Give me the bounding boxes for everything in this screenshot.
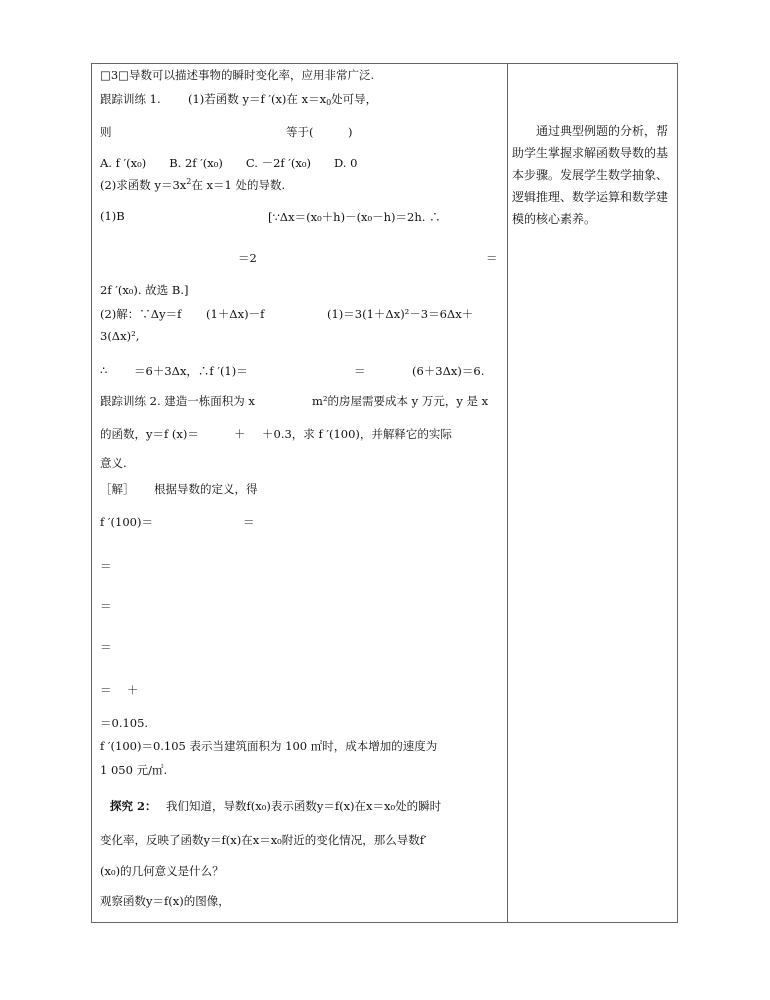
text: 则 [100,125,112,139]
options-line: A. f ′(x₀) B. 2f ′(x₀) C. －2f ′(x₀) D. 0 [100,156,358,170]
text: 1 050 元/㎡. [100,763,168,777]
text: ＝ [243,515,255,529]
text: ＝ [486,251,498,265]
text: 意义. [100,456,127,470]
teaching-note: 通过典型例题的分析，帮助学生掌握求解函数导数的基本步骤。发展学生数学抽象、逻辑推理、数学运算和数学建模的核心素养。 [512,124,669,226]
text: (x₀)的几何意义是什么？ [100,864,224,878]
text: ［解］ [100,482,135,496]
text: 2f ′(x₀). 故选 B.] [100,283,189,297]
text: ＝ [100,683,112,697]
text: (2)解：∵Δy＝f [100,307,182,321]
text: ＝ [100,559,112,573]
text: ＝ [100,640,112,654]
text: (1)＝3(1＋Δx)²－3＝6Δx＋ [327,307,474,321]
text: (1)若函数 y＝f ′(x)在 $x=x_0$处可导， [188,92,378,107]
main-content-column [100,63,500,923]
text: ＝ [354,364,366,378]
text: 变化率，反映了函数y＝f(x)在x＝x₀附近的变化情况，那么导数f′ [100,833,427,847]
text: m²的房屋需要成本 y 万元，y 是 x [312,394,489,408]
text: 等于( ) [286,125,353,139]
text: f ′(100)＝0.105 表示当建筑面积为 100 ㎡时，成本增加的速度为 [100,739,438,753]
text: ＝ [100,599,112,613]
text: f ′(100)＝ [100,515,153,529]
text: 3(Δx)², [100,329,140,343]
text: (1＋Δx)－f [206,307,265,321]
text: 跟踪训练 1. [100,92,161,106]
text: ＝2 [238,251,257,265]
text: □3□导数可以描述事物的瞬时变化率，应用非常广泛. [100,68,375,82]
text: 根据导数的定义，得 [154,482,258,496]
text: ＋ [234,427,246,441]
text: [∵Δx＝(x₀＋h)－(x₀－h)＝2h. ∴ [268,210,441,224]
text: (1)B [100,209,125,223]
text: 的函数，y＝f (x)＝ [100,427,199,441]
text: ∴ [100,363,108,377]
text: 我们知道，导数f(x₀)表示函数y＝f(x)在x＝x₀处的瞬时 [166,799,442,813]
column-divider [507,63,508,923]
text: (2)求函数 $y=3x^2$在 x＝1 处的导数. [100,177,286,192]
text: ＝0.105. [100,716,149,730]
text: 观察函数y＝f(x)的图像， [100,894,230,908]
text: ＝6＋3Δx，∴f ′(1)＝ [134,364,248,378]
section-label: 探究 2： [110,799,157,813]
text: 跟踪训练 2. 建造一栋面积为 x [100,394,255,408]
text: (6＋3Δx)＝6. [412,364,485,378]
text: ＋0.3，求 f ′(100)，并解释它的实际 [262,427,452,441]
text: ＋ [127,683,139,697]
